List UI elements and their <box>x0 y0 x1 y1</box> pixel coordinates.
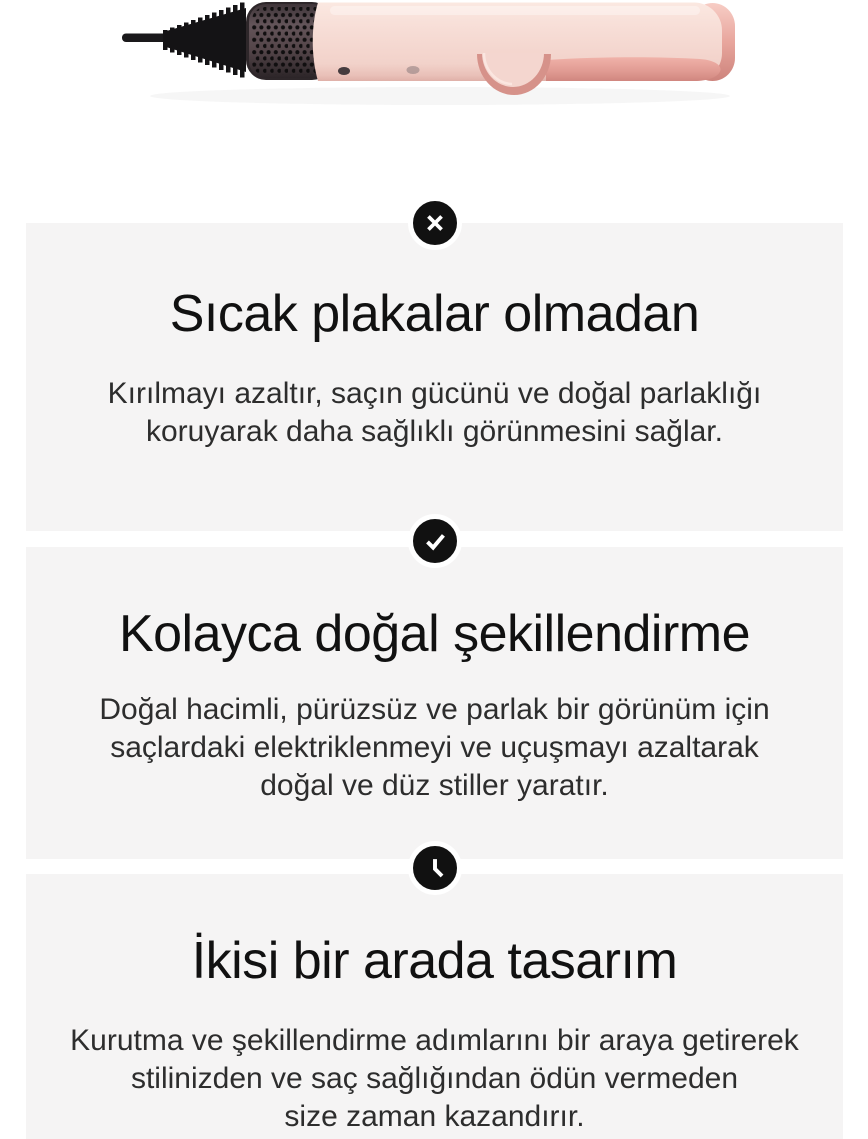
feature-section-natural-styling <box>26 547 843 859</box>
feature-section-no-hot-plates <box>26 223 843 531</box>
feature-description-line: size zaman kazandırır. <box>284 1100 585 1133</box>
feature-description-line: stilinizden ve saç sağlığından ödün vermeden <box>130 1062 739 1095</box>
feature-description <box>26 691 843 805</box>
feature-heading: Kolayca doğal şekillendirme <box>118 605 751 663</box>
hair-styler-image <box>0 0 868 223</box>
feature-section-two-in-one <box>26 874 843 1139</box>
feature-description-line: Kurutma ve şekillendirme adımlarını bir araya getirerek <box>70 1024 799 1057</box>
check-circle-icon <box>408 514 462 568</box>
power-button <box>338 67 350 75</box>
feature-description-line: Kırılmayı azaltır, saçın gücünü ve doğal parlaklığı <box>107 377 762 410</box>
feature-list <box>26 223 843 1139</box>
feature-description-line: saçlardaki elektriklenmeyi ve uçuşmayı azaltarak <box>110 731 759 764</box>
feature-description-line: Doğal hacimli, pürüzsüz ve parlak bir görünüm için <box>99 693 770 726</box>
x-circle-icon <box>408 196 462 250</box>
feature-heading: İkisi bir arada tasarım <box>191 932 678 990</box>
feature-heading: Sıcak plakalar olmadan <box>169 285 700 343</box>
feature-description-line: doğal ve düz stiller yaratır. <box>260 769 609 802</box>
clock-icon <box>408 841 462 895</box>
ribbed-cone <box>163 3 246 78</box>
product-image <box>0 0 868 223</box>
feature-description <box>26 375 843 451</box>
mode-button <box>407 66 420 74</box>
feature-description <box>26 1022 843 1136</box>
rose-sleeve <box>546 57 721 81</box>
feature-description-line: koruyarak daha sağlıklı görünmesini sağlar. <box>146 415 723 448</box>
